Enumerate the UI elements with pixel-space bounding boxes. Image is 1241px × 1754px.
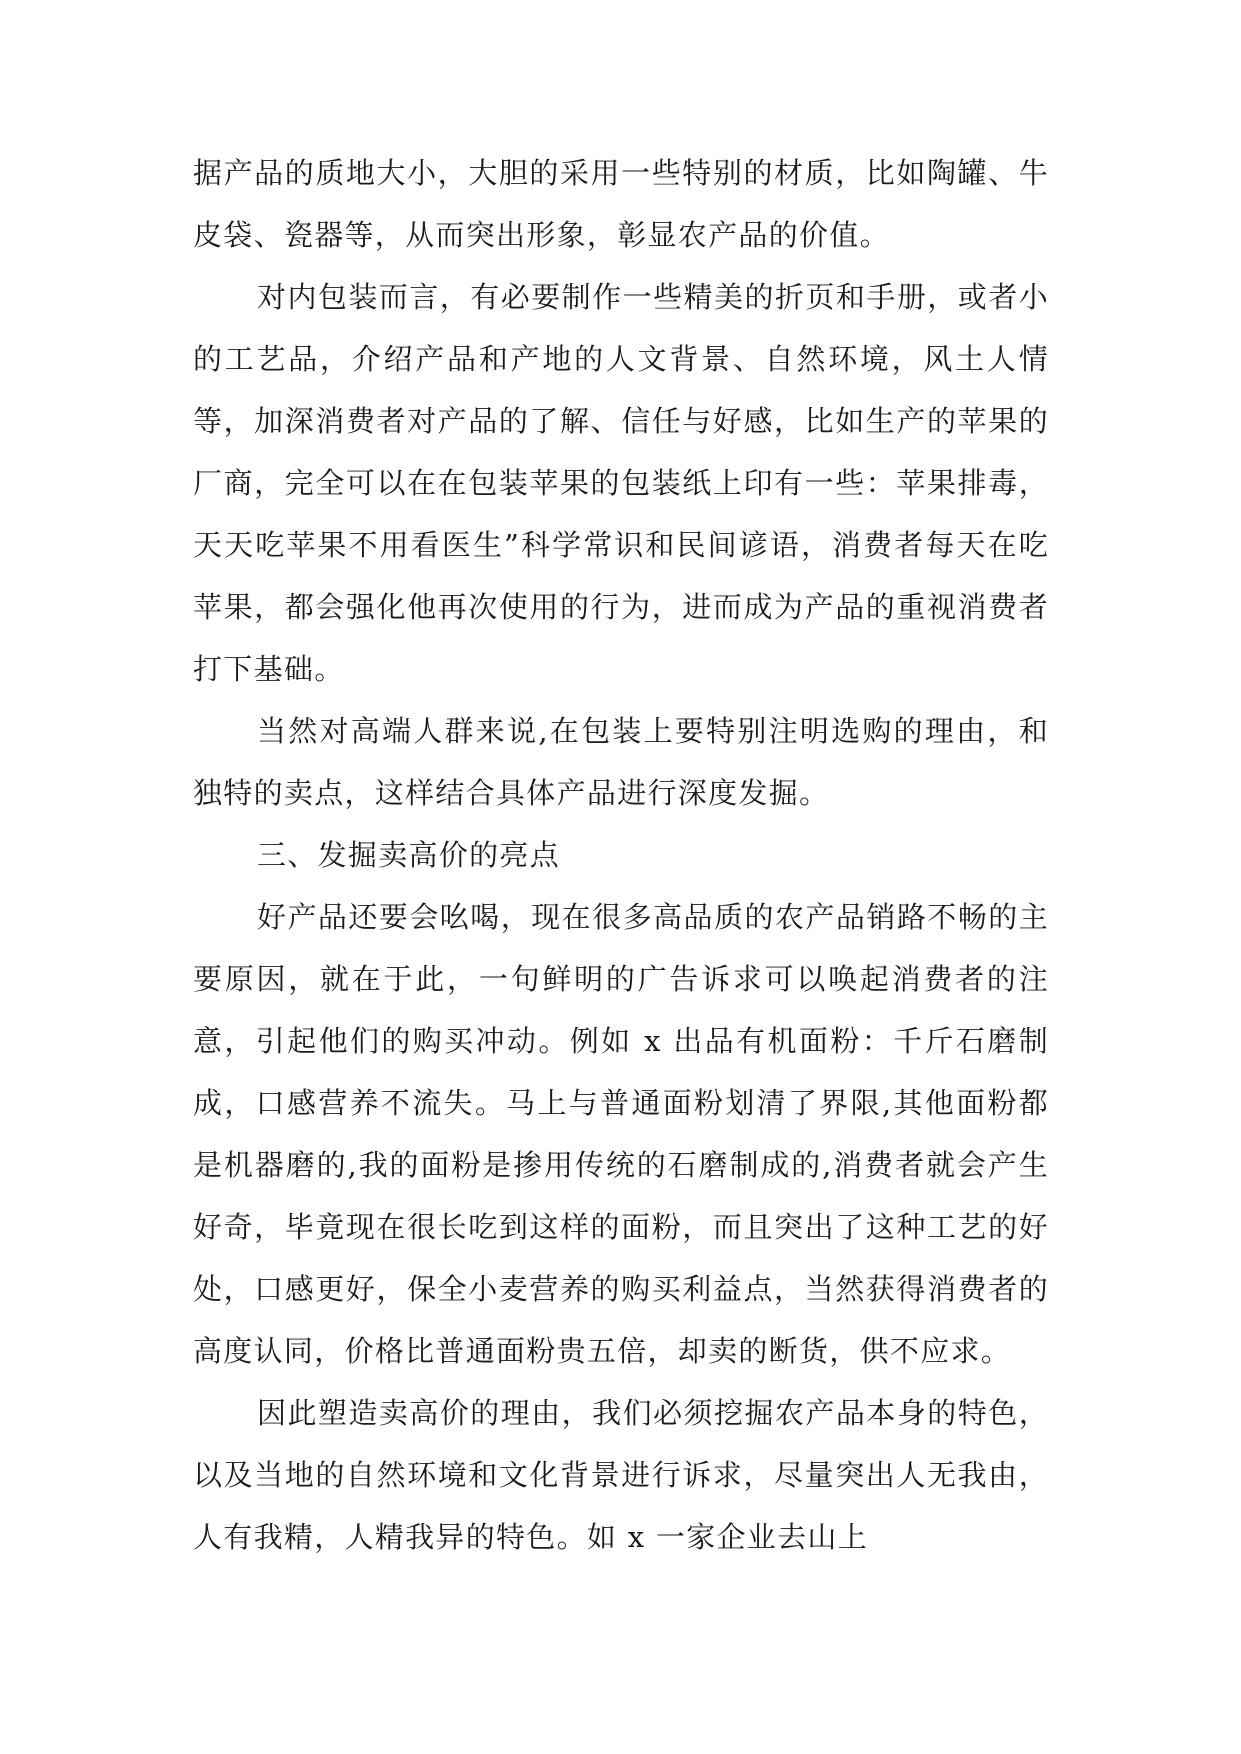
paragraph-5: 好产品还要会吆喝，现在很多高品质的农产品销路不畅的主要原因，就在于此，一句鲜明的广告诉求可以唤起消费者的注意，引起他们的购买冲动。例如 x 出品有机面粉：千斤石磨制成，口感营养不流失。马上与普通面粉划清了界限,其他面粉都是机器磨的,我的面粉是掺用传统的石磨制成的,消费者就会产生好奇，毕竟现在很长吃到这样的面粉，而且突出了这种工艺的好处，口感更好，保全小麦营养的购买利益点，当然获得消费者的高度认同，价格比普通面粉贵五倍，却卖的断货，供不应求。	[193, 900, 1049, 1368]
paragraph-1: 据产品的质地大小，大胆的采用一些特别的材质，比如陶罐、牛皮袋、瓷器等，从而突出形象，彰显农产品的价值。	[193, 156, 1049, 252]
paragraph-6: 因此塑造卖高价的理由，我们必须挖掘农产品本身的特色，以及当地的自然环境和文化背景进行诉求，尽量突出人无我由，人有我精，人精我异的特色。如 x 一家企业去山上	[193, 1396, 1049, 1554]
paragraph-2: 对内包装而言，有必要制作一些精美的折页和手册，或者小的工艺品，介绍产品和产地的人文背景、自然环境，风土人情等，加深消费者对产品的了解、信任与好感，比如生产的苹果的厂商，完全可以在在包装苹果的包装纸上印有一些：苹果排毒，天天吃苹果不用看医生”科学常识和民间谚语，消费者每天在吃苹果，都会强化他再次使用的行为，进而成为产品的重视消费者打下基础。	[193, 280, 1049, 686]
document-body	[193, 142, 1049, 1568]
paragraph-3: 当然对高端人群来说,在包装上要特别注明选购的理由，和独特的卖点，这样结合具体产品进行深度发掘。	[193, 714, 1049, 810]
section-heading: 三、发掘卖高价的亮点	[257, 838, 561, 872]
